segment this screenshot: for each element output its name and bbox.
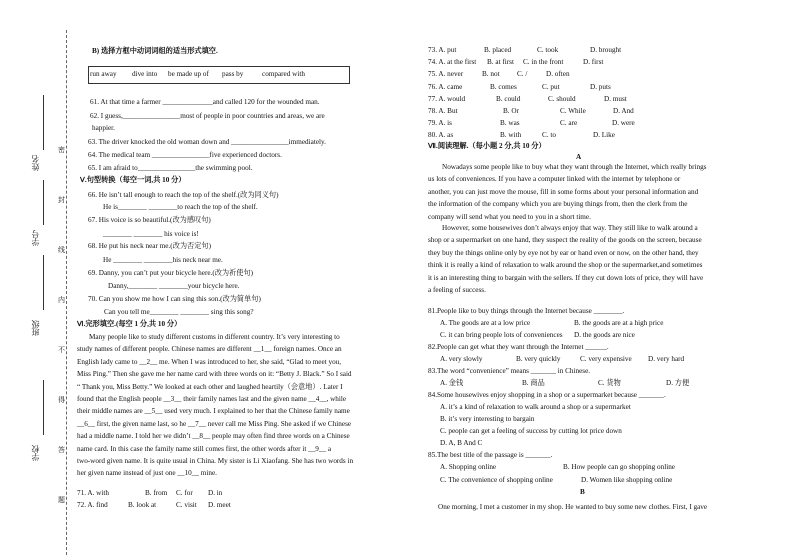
- choice-73: C. took: [537, 46, 559, 54]
- option: B. How people can go shopping online: [563, 463, 675, 471]
- passage-a-para-2: However, some housewives don’t always enjoy that way. They still like to walk around a shop or a supermarket on one hand, they suspect the reality of the goods on the screen, because they buy the things online only by eye not by ear or hand even or now, on the other hand, they think it is really a kind of relaxation to walk around the shop or the supermarket,and sometimes it is an interesting thing to bargain with the sellers. If they cut down lots of price, they will have a feeling of success.: [428, 224, 704, 295]
- option: B. 商品: [522, 379, 545, 387]
- choice-74: D. first: [583, 58, 604, 66]
- choice-79: 79. A. is: [428, 119, 452, 127]
- choice-75: D. often: [546, 70, 570, 78]
- choice-76: B. comes: [490, 83, 517, 91]
- question-68: 68. He put his neck near me.(改为否定句): [88, 242, 211, 250]
- choice-78: D. And: [613, 107, 634, 115]
- question-62-cont: happier.: [92, 124, 115, 132]
- option: C. people can get a feeling of success by cutting lot price down: [440, 427, 622, 435]
- seal-char: 线: [58, 246, 65, 254]
- choice-72: D. meet: [208, 501, 231, 509]
- choice-76: C. put: [542, 83, 560, 91]
- seal-char: 密: [58, 146, 65, 154]
- answer-70: Can you tell me________ ________ sing this song?: [104, 308, 254, 316]
- section-6-title: Ⅵ.完形填空.(每空 1 分,共 10 分）: [77, 320, 182, 328]
- answer-67: ________ ________ his voice is!: [103, 230, 199, 238]
- choice-73: 73. A. put: [428, 46, 457, 54]
- choice-77: C. should: [548, 95, 576, 103]
- word-box-item: be made up of: [168, 70, 209, 78]
- choice-79: B. was: [500, 119, 520, 127]
- option: D. Women like shopping online: [581, 476, 673, 484]
- school-blank[interactable]: [43, 380, 44, 435]
- choice-72: 72. A. find: [77, 501, 108, 509]
- question-65: 65. I am afraid to________________the swimming pool.: [88, 164, 253, 172]
- choice-74: B. at first: [487, 58, 514, 66]
- question-63: 63. The driver knocked the old woman down and ________________immediately.: [88, 138, 326, 146]
- option: B. the goods are at a high price: [574, 319, 664, 327]
- choice-77: 77. A. would: [428, 95, 466, 103]
- option: D. very hard: [648, 355, 685, 363]
- choice-71: C. for: [176, 489, 193, 497]
- choice-71: D. in: [208, 489, 223, 497]
- choice-73: B. placed: [484, 46, 512, 54]
- option: D. A, B And C: [440, 439, 483, 447]
- option: A. Shopping online: [440, 463, 497, 471]
- choice-71: B. from: [145, 489, 168, 497]
- question-61: 61. At that time a farmer ______________and called 120 for the wounded man.: [90, 98, 320, 106]
- seal-char: 题: [58, 496, 65, 504]
- answer-68: He ________ ________his neck near me.: [103, 256, 223, 264]
- choice-72: C. visit: [176, 501, 197, 509]
- option: A. it’s a kind of relaxation to walk around a shop or a supermarket: [440, 403, 631, 411]
- passage-b-label: B: [580, 488, 585, 496]
- choice-73: D. brought: [590, 46, 622, 54]
- choice-71: 71. A. with: [77, 489, 109, 497]
- partB-title: B) 选择方框中动词词组的适当形式填空.: [92, 47, 218, 55]
- choice-80: B. with: [500, 131, 522, 139]
- word-box-item: compared with: [262, 70, 305, 78]
- choice-74: 74. A. at the first: [428, 58, 477, 66]
- option: C. it can bring people lots of conveniences: [440, 331, 563, 339]
- word-box-item: dive into: [132, 70, 158, 78]
- choice-80: C. to: [542, 131, 556, 139]
- seal-char: 封: [58, 196, 65, 204]
- option: A. very slowly: [440, 355, 483, 363]
- choice-79: C. are: [560, 119, 578, 127]
- choice-75: B. not: [482, 70, 500, 78]
- section-5-title: Ⅴ.句型转换（每空一词,共 10 分）: [80, 176, 186, 184]
- choice-78: 78. A. But: [428, 107, 458, 115]
- choice-79: D. were: [612, 119, 635, 127]
- class-blank[interactable]: [43, 255, 44, 310]
- question-67: 67. His voice is so beautiful.(改为感叹句): [88, 216, 211, 224]
- choice-80: 80. A. as: [428, 131, 454, 139]
- question-70: 70. Can you show me how I can sing this son.(改为简单句): [88, 295, 261, 303]
- option: D. the goods are nice: [574, 331, 635, 339]
- seal-char: 得: [58, 396, 65, 404]
- question-66: 66. He isn’t tall enough to reach the top of the shelf.(改为同义句): [88, 191, 279, 199]
- choice-76: D. puts: [590, 83, 611, 91]
- word-box-item: run away: [90, 70, 117, 78]
- number-label: 学号: [31, 230, 40, 246]
- answer-69: Danny,________ ________your bicycle here.: [108, 282, 240, 290]
- seal-char: 内: [58, 296, 65, 304]
- question-62: 62. I guess,________________most of people in poor countries and areas, we are: [90, 112, 325, 120]
- choice-77: B. could: [496, 95, 521, 103]
- name-label: 姓名: [31, 155, 40, 171]
- seal-char: 答: [58, 446, 65, 454]
- option: A. The goods are at a low price: [440, 319, 531, 327]
- question-84: 84.Some housewives enjoy shopping in a shop or a supermarket because _______.: [428, 391, 666, 399]
- option: C. 货物: [598, 379, 621, 387]
- name-blank[interactable]: [43, 95, 44, 150]
- option: C. very expensive: [580, 355, 632, 363]
- choice-80: D. Like: [593, 131, 615, 139]
- word-box: [88, 66, 350, 84]
- choice-77: D. must: [604, 95, 627, 103]
- option: D. 方便: [666, 379, 690, 387]
- question-83: 83.The word “convenience” means _______ in Chinese.: [428, 367, 591, 375]
- section-7-title: Ⅶ.阅读理解.（每小题 2 分,共 10 分）: [428, 142, 546, 150]
- option: B. it’s very interesting to bargain: [440, 415, 535, 423]
- word-box-item: pass by: [222, 70, 244, 78]
- choice-78: B. Or: [503, 107, 519, 115]
- number-blank[interactable]: [43, 180, 44, 225]
- question-85: 85.The best title of the passage is _______.: [428, 451, 553, 459]
- question-82: 82.People can get what they want through the Internet ______.: [428, 343, 609, 351]
- cloze-passage: Many people like to study different customs in different country. It’s very interesting to study names of different people. Chinese names are different __1__ foreign names. Once an English lady came to __2__ me. When I was introduced to her, she said, “Glad to meet you, Miss Ping.” Then she gave me her name card with three words on it: “Betty J. Black.” So I said “ Thank you, Miss Betty.” We looked at each other and laughed heartily（会意地）. Later I found that the English people __3__ their family names last and the given name __4__, while their middle names are __5__ used very much. I explained to her that the Chinese family name __6__ first, the given name last, so he __7__ never call me Miss Ping. She asked if we Chinese had a middle name. I told her we didn’t __8__ people may often find three words on a Chinese name card. In this case the family name still comes first, the other words after it __9__ a two-word given name. It is quite usual in China. My sister is Li Xiaofang. She has two words in her given name instead of just one __10__ mine.: [77, 333, 354, 478]
- question-64: 64. The medical team ________________five experienced doctors.: [88, 151, 282, 159]
- option: C. The convenience of shopping online: [440, 476, 553, 484]
- passage-a-para-1: Nowadays some people like to buy what they want through the Internet, which really brings us lots of conveniences. If you have a computer linked with the internet by telephone or another, you can just move the mouse, fill in some forms about your personal information and the information of the company which you are buying things from, then the clerk from the company will send what you need to you in a short time.: [428, 163, 707, 221]
- option: A. 金钱: [440, 379, 464, 387]
- passage-b-first-line: One morning, I met a customer in my shop. He wanted to buy some new clothes. First, I gave: [438, 503, 708, 511]
- seal-char: 不: [58, 346, 65, 354]
- choice-75: 75. A. never: [428, 70, 464, 78]
- choice-72: B. look at: [128, 501, 157, 509]
- school-label: 学校: [31, 445, 40, 461]
- choice-74: C. in the front: [523, 58, 564, 66]
- answer-66: He is________ ________to reach the top of the shelf.: [103, 203, 258, 211]
- choice-76: 76. A. came: [428, 83, 463, 91]
- option: B. very quickly: [516, 355, 561, 363]
- passage-a-label: A: [576, 153, 582, 161]
- class-label: 班级: [31, 320, 40, 336]
- choice-75: C. /: [517, 70, 528, 78]
- question-81: 81.People like to buy things through the Internet because ________.: [428, 307, 625, 315]
- choice-78: C. While: [560, 107, 586, 115]
- seal-line: [66, 30, 67, 555]
- question-69: 69. Danny, you can’t put your bicycle here.(改为祈使句): [88, 269, 254, 277]
